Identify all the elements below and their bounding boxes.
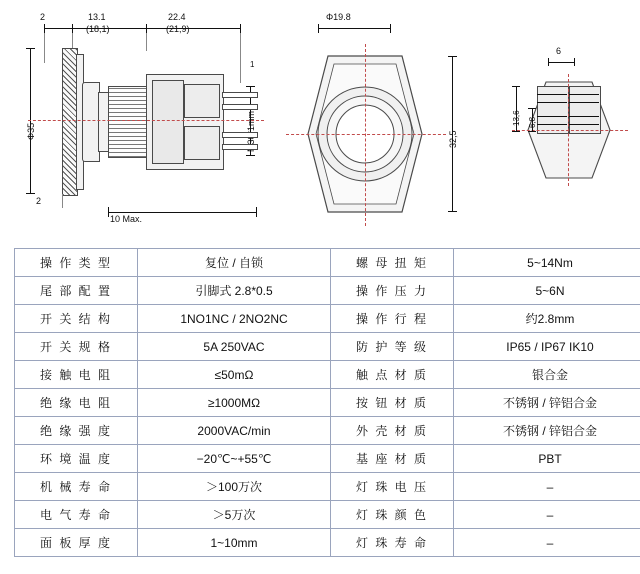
specification-table xyxy=(14,248,626,557)
table-row xyxy=(15,249,640,277)
terminal-pin-1 xyxy=(222,92,258,98)
spec-label-2: 灯 珠 电 压 xyxy=(331,473,454,501)
dim-13-1: 13.1 xyxy=(88,12,106,22)
spec-value: 复位 / 自锁 xyxy=(138,249,331,277)
table-row xyxy=(15,501,640,529)
spec-value: ≥1000MΩ xyxy=(138,389,331,417)
spec-label-2: 外 壳 材 质 xyxy=(331,417,454,445)
spec-label: 绝 缘 电 阻 xyxy=(15,389,138,417)
spec-value: 2000VAC/min xyxy=(138,417,331,445)
spec-label-2: 按 钮 材 质 xyxy=(331,389,454,417)
spec-label-2: 触 点 材 质 xyxy=(331,361,454,389)
dim-diameter-35: Φ35 xyxy=(26,122,36,140)
spec-value: ≤50mΩ xyxy=(138,361,331,389)
dim-height-13-6: 13,6 xyxy=(512,110,521,126)
table-row xyxy=(15,333,640,361)
table-row xyxy=(15,305,640,333)
spec-value-2: 5~14Nm xyxy=(454,249,640,277)
spec-value: 5A 250VAC xyxy=(138,333,331,361)
terminal-pin-3 xyxy=(222,132,258,138)
spec-label: 操 作 类 型 xyxy=(15,249,138,277)
terminal-pin-4 xyxy=(222,144,258,150)
spec-label-2: 螺 母 扭 矩 xyxy=(331,249,454,277)
dim-pin-length: 10 Max. xyxy=(110,214,143,224)
technical-drawing xyxy=(0,0,640,238)
spec-value-2: – xyxy=(454,529,640,557)
dim-diameter-19-8: Φ19.8 xyxy=(326,12,351,22)
table-row xyxy=(15,473,640,501)
table-row xyxy=(15,277,640,305)
spec-label: 电 气 寿 命 xyxy=(15,501,138,529)
spec-value-2: IP65 / IP67 IK10 xyxy=(454,333,640,361)
spec-label: 开 关 结 构 xyxy=(15,305,138,333)
dim-width-6: 6 xyxy=(556,46,562,56)
spec-value-2: – xyxy=(454,501,640,529)
dim-across-32-5: 32,5 xyxy=(448,130,458,148)
switch-body-inner xyxy=(152,80,184,164)
spec-label-2: 灯 珠 颜 色 xyxy=(331,501,454,529)
dim-22-4: 22.4 xyxy=(168,12,186,22)
spec-label-2: 操 作 压 力 xyxy=(331,277,454,305)
threaded-barrel xyxy=(108,86,148,158)
spec-label: 绝 缘 强 度 xyxy=(15,417,138,445)
spec-table-body xyxy=(15,249,640,557)
spec-value: 1NO1NC / 2NO2NC xyxy=(138,305,331,333)
spec-label: 尾 部 配 置 xyxy=(15,277,138,305)
dim-bottom-2: 2 xyxy=(36,196,42,206)
spec-value: ＞5万次 xyxy=(138,501,331,529)
spec-label-2: 灯 珠 寿 命 xyxy=(331,529,454,557)
contact-block-upper xyxy=(184,84,220,118)
spec-label-2: 操 作 行 程 xyxy=(331,305,454,333)
spec-label: 面 板 厚 度 xyxy=(15,529,138,557)
spec-label: 接 触 电 阻 xyxy=(15,361,138,389)
contact-block-lower xyxy=(184,126,220,160)
table-row xyxy=(15,445,640,473)
spec-value: 1~10mm xyxy=(138,529,331,557)
spec-value-2: PBT xyxy=(454,445,640,473)
dim-21-9: (21,9) xyxy=(166,24,190,34)
dim-left-2: 2 xyxy=(40,12,46,22)
dim-18-1: (18,1) xyxy=(86,24,110,34)
spec-value: ＞100万次 xyxy=(138,473,331,501)
spec-label: 机 械 寿 命 xyxy=(15,473,138,501)
table-row xyxy=(15,529,640,557)
spec-label: 开 关 规 格 xyxy=(15,333,138,361)
spec-value-2: 不锈钢 / 锌铝合金 xyxy=(454,389,640,417)
dim-height-6-8: 6,8 xyxy=(528,116,537,128)
spec-label-2: 防 护 等 级 xyxy=(331,333,454,361)
spec-value-2: 银合金 xyxy=(454,361,640,389)
spec-label: 环 境 温 度 xyxy=(15,445,138,473)
dim-1: 1 xyxy=(250,60,255,69)
spec-value: 引脚式 2.8*0.5 xyxy=(138,277,331,305)
table-row xyxy=(15,389,640,417)
table-row xyxy=(15,417,640,445)
terminal-pin-2 xyxy=(222,104,258,110)
table-row xyxy=(15,361,640,389)
spec-value-2: 约2.8mm xyxy=(454,305,640,333)
spec-label-2: 基 座 材 质 xyxy=(331,445,454,473)
spec-value-2: 5~6N xyxy=(454,277,640,305)
spec-value-2: 不锈钢 / 锌铝合金 xyxy=(454,417,640,445)
spec-value-2: – xyxy=(454,473,640,501)
spec-value: −20℃~+55℃ xyxy=(138,445,331,473)
